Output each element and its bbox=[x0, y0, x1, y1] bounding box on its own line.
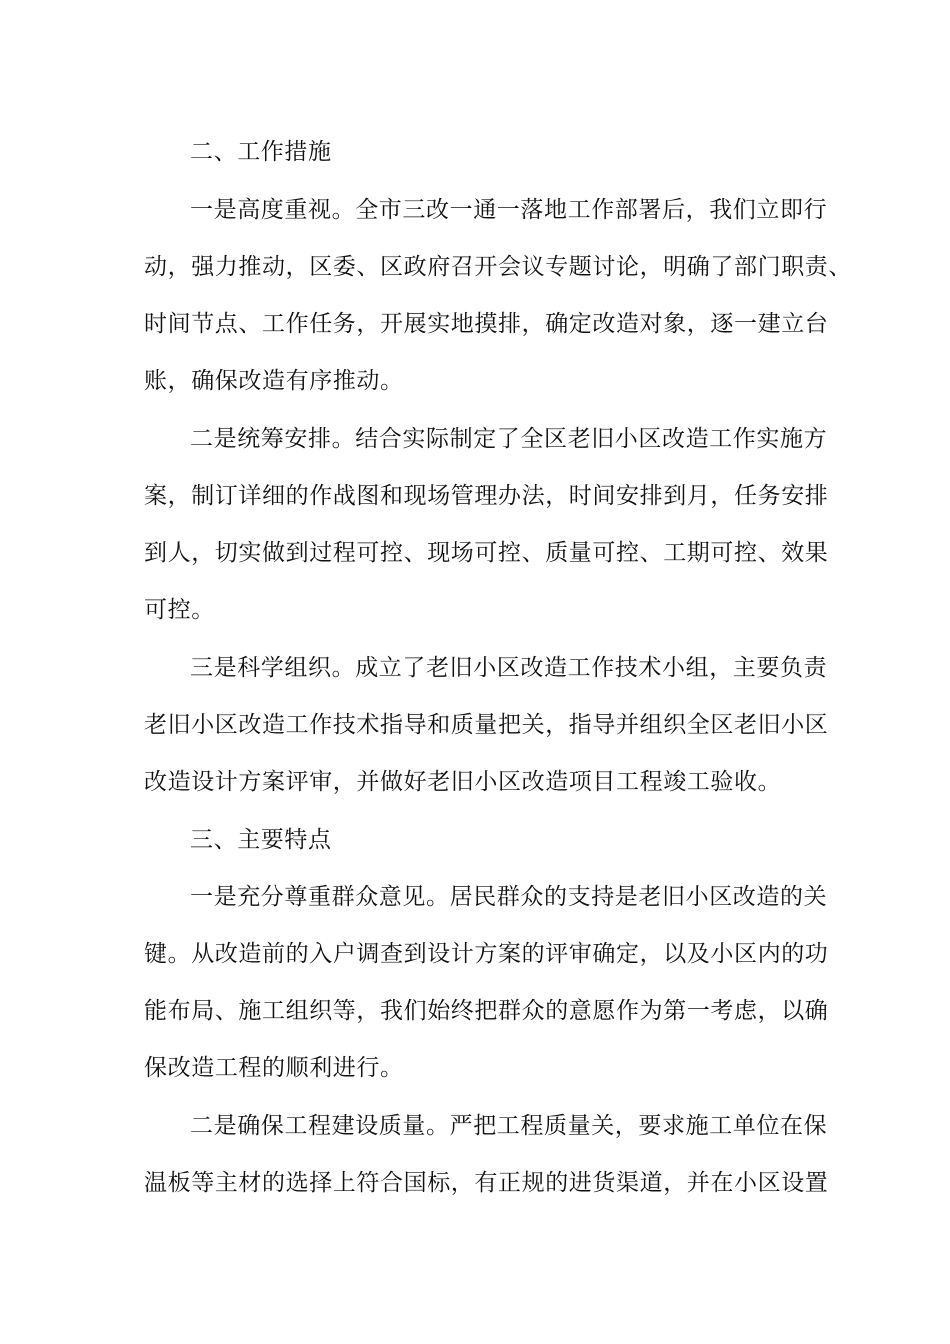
paragraph-line: 二是确保工程建设质量。严把工程质量关，要求施工单位在保 bbox=[190, 1113, 828, 1139]
paragraph-line: 保改造工程的顺利进行。 bbox=[144, 1055, 404, 1081]
paragraph-line: 二是统筹安排。结合实际制定了全区老旧小区改造工作实施方 bbox=[190, 426, 828, 452]
paragraph-line: 动，强力推动，区委、区政府召开会议专题讨论，明确了部门职责、 bbox=[144, 254, 852, 280]
paragraph-line: 时间节点、工作任务，开展实地摸排，确定改造对象，逐一建立台 bbox=[144, 311, 829, 337]
paragraph-line: 温板等主材的选择上符合国标，有正规的进货渠道，并在小区设置 bbox=[144, 1170, 829, 1196]
section-heading-main-features: 三、主要特点 bbox=[190, 827, 332, 853]
paragraph-line: 改造设计方案评审，并做好老旧小区改造项目工程竣工验收。 bbox=[144, 769, 782, 795]
paragraph-line: 到人，切实做到过程可控、现场可控、质量可控、工期可控、效果 bbox=[144, 540, 829, 566]
paragraph-line: 键。从改造前的入户调查到设计方案的评审确定，以及小区内的功 bbox=[144, 941, 829, 967]
paragraph-line: 可控。 bbox=[144, 597, 215, 623]
paragraph-line: 一是充分尊重群众意见。居民群众的支持是老旧小区改造的关 bbox=[190, 884, 828, 910]
paragraph-line: 三是科学组织。成立了老旧小区改造工作技术小组，主要负责 bbox=[190, 655, 828, 681]
paragraph-line: 老旧小区改造工作技术指导和质量把关，指导并组织全区老旧小区 bbox=[144, 712, 829, 738]
paragraph-line: 账，确保改造有序推动。 bbox=[144, 368, 404, 394]
section-heading-work-measures: 二、工作措施 bbox=[190, 139, 332, 165]
paragraph-line: 一是高度重视。全市三改一通一落地工作部署后，我们立即行 bbox=[190, 197, 828, 223]
paragraph-line: 能布局、施工组织等，我们始终把群众的意愿作为第一考虑，以确 bbox=[144, 998, 829, 1024]
paragraph-line: 案，制订详细的作战图和现场管理办法，时间安排到月，任务安排 bbox=[144, 483, 829, 509]
